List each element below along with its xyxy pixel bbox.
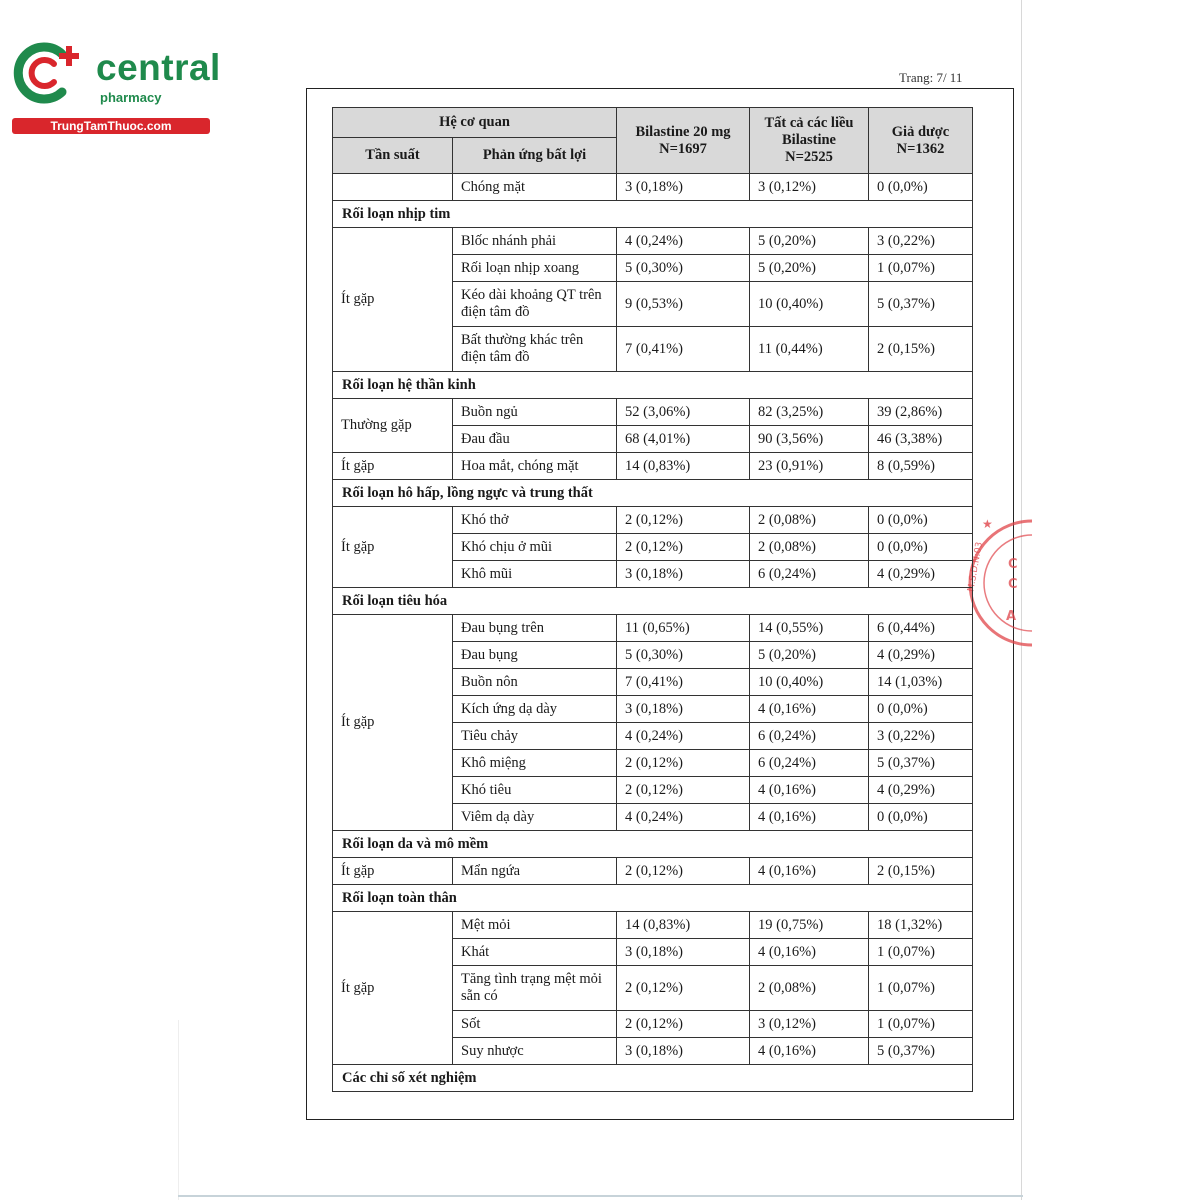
reaction-cell: Buồn nôn bbox=[453, 669, 617, 696]
table-row bbox=[333, 399, 973, 426]
value-cell: 19 (0,75%) bbox=[750, 912, 869, 939]
reaction-cell: Khô miệng bbox=[453, 750, 617, 777]
value-cell: 2 (0,08%) bbox=[750, 534, 869, 561]
value-cell: 4 (0,16%) bbox=[750, 696, 869, 723]
reaction-cell: Đau bụng trên bbox=[453, 615, 617, 642]
value-cell: 4 (0,24%) bbox=[617, 228, 750, 255]
value-cell: 2 (0,08%) bbox=[750, 966, 869, 1011]
reaction-cell: Đau đầu bbox=[453, 426, 617, 453]
table-row bbox=[333, 228, 973, 255]
value-cell: 3 (0,12%) bbox=[750, 174, 869, 201]
section-title: Rối loạn nhịp tim bbox=[333, 201, 973, 228]
bottom-divider bbox=[178, 1195, 1023, 1197]
reaction-cell: Mệt mỏi bbox=[453, 912, 617, 939]
logo-subtitle: pharmacy bbox=[100, 90, 162, 105]
value-cell: 4 (0,16%) bbox=[750, 939, 869, 966]
value-cell: 23 (0,91%) bbox=[750, 453, 869, 480]
value-cell: 0 (0,0%) bbox=[869, 507, 973, 534]
value-cell: 0 (0,0%) bbox=[869, 534, 973, 561]
header-reaction: Phản ứng bất lợi bbox=[453, 138, 617, 174]
value-cell: 3 (0,18%) bbox=[617, 1038, 750, 1065]
section-title: Rối loạn da và mô mềm bbox=[333, 831, 973, 858]
section-row bbox=[333, 480, 973, 507]
reaction-cell: Tăng tình trạng mệt mỏi sẵn có bbox=[453, 966, 617, 1011]
value-cell: 5 (0,20%) bbox=[750, 255, 869, 282]
value-cell: 68 (4,01%) bbox=[617, 426, 750, 453]
reaction-cell: Suy nhược bbox=[453, 1038, 617, 1065]
value-cell: 3 (0,18%) bbox=[617, 939, 750, 966]
section-row bbox=[333, 588, 973, 615]
value-cell: 4 (0,29%) bbox=[869, 642, 973, 669]
page-edge-left bbox=[178, 1020, 179, 1200]
reaction-cell: Blốc nhánh phải bbox=[453, 228, 617, 255]
value-cell: 6 (0,24%) bbox=[750, 723, 869, 750]
value-cell: 2 (0,08%) bbox=[750, 507, 869, 534]
frequency-cell: Ít gặp bbox=[333, 912, 453, 1065]
value-cell: 5 (0,37%) bbox=[869, 282, 973, 327]
value-cell: 3 (0,18%) bbox=[617, 174, 750, 201]
value-cell: 3 (0,22%) bbox=[869, 228, 973, 255]
frequency-cell: Ít gặp bbox=[333, 228, 453, 372]
value-cell: 5 (0,20%) bbox=[750, 642, 869, 669]
reaction-cell: Khô mũi bbox=[453, 561, 617, 588]
adverse-reactions-table bbox=[332, 107, 973, 1092]
svg-text:M.S.D.N:03: M.S.D.N:03 bbox=[966, 541, 985, 593]
value-cell: 14 (0,83%) bbox=[617, 912, 750, 939]
value-cell: 6 (0,24%) bbox=[750, 750, 869, 777]
section-row bbox=[333, 1065, 973, 1092]
header-all-doses: Tất cả các liều Bilastine N=2525 bbox=[750, 108, 869, 174]
frequency-cell: Thường gặp bbox=[333, 399, 453, 453]
value-cell: 2 (0,12%) bbox=[617, 777, 750, 804]
value-cell: 90 (3,56%) bbox=[750, 426, 869, 453]
reaction-cell: Đau bụng bbox=[453, 642, 617, 669]
reaction-cell: Hoa mắt, chóng mặt bbox=[453, 453, 617, 480]
table-row bbox=[333, 174, 973, 201]
value-cell: 14 (1,03%) bbox=[869, 669, 973, 696]
svg-text:A: A bbox=[1006, 609, 1017, 624]
header-placebo: Giả dược N=1362 bbox=[869, 108, 973, 174]
value-cell: 1 (0,07%) bbox=[869, 255, 973, 282]
value-cell: 2 (0,15%) bbox=[869, 858, 973, 885]
logo-banner: TrungTamThuoc.com bbox=[12, 118, 210, 134]
value-cell: 1 (0,07%) bbox=[869, 966, 973, 1011]
value-cell: 5 (0,37%) bbox=[869, 750, 973, 777]
logo-wordmark: central bbox=[96, 47, 221, 88]
frequency-cell: Ít gặp bbox=[333, 858, 453, 885]
reaction-cell: Khát bbox=[453, 939, 617, 966]
value-cell: 2 (0,12%) bbox=[617, 966, 750, 1011]
value-cell: 4 (0,29%) bbox=[869, 561, 973, 588]
section-title: Các chỉ số xét nghiệm bbox=[333, 1065, 973, 1092]
frequency-cell: Ít gặp bbox=[333, 453, 453, 480]
section-title: Rối loạn toàn thân bbox=[333, 885, 973, 912]
value-cell: 4 (0,16%) bbox=[750, 1038, 869, 1065]
value-cell: 5 (0,20%) bbox=[750, 228, 869, 255]
value-cell: 3 (0,12%) bbox=[750, 1011, 869, 1038]
section-title: Rối loạn hô hấp, lồng ngực và trung thất bbox=[333, 480, 973, 507]
header-frequency: Tần suất bbox=[333, 138, 453, 174]
frequency-cell: Ít gặp bbox=[333, 507, 453, 588]
value-cell: 1 (0,07%) bbox=[869, 939, 973, 966]
svg-text:★: ★ bbox=[982, 517, 993, 531]
section-title: Rối loạn tiêu hóa bbox=[333, 588, 973, 615]
page-number: Trang: 7/ 11 bbox=[899, 70, 963, 85]
value-cell: 0 (0,0%) bbox=[869, 696, 973, 723]
central-pharmacy-logo bbox=[10, 38, 221, 138]
value-cell: 52 (3,06%) bbox=[617, 399, 750, 426]
value-cell: 2 (0,15%) bbox=[869, 327, 973, 372]
reaction-cell: Khó tiêu bbox=[453, 777, 617, 804]
reaction-cell: Viêm dạ dày bbox=[453, 804, 617, 831]
section-row bbox=[333, 201, 973, 228]
svg-text:C: C bbox=[1008, 557, 1018, 572]
value-cell: 10 (0,40%) bbox=[750, 282, 869, 327]
reaction-cell: Rối loạn nhịp xoang bbox=[453, 255, 617, 282]
value-cell: 7 (0,41%) bbox=[617, 669, 750, 696]
table-row bbox=[333, 912, 973, 939]
value-cell: 46 (3,38%) bbox=[869, 426, 973, 453]
value-cell: 11 (0,65%) bbox=[617, 615, 750, 642]
reaction-cell: Buồn ngủ bbox=[453, 399, 617, 426]
logo-c-cross-icon bbox=[10, 38, 92, 108]
value-cell: 2 (0,12%) bbox=[617, 534, 750, 561]
value-cell: 2 (0,12%) bbox=[617, 750, 750, 777]
reaction-cell: Mẩn ngứa bbox=[453, 858, 617, 885]
section-row bbox=[333, 831, 973, 858]
reaction-cell: Tiêu chảy bbox=[453, 723, 617, 750]
value-cell: 5 (0,30%) bbox=[617, 642, 750, 669]
value-cell: 6 (0,24%) bbox=[750, 561, 869, 588]
table-row bbox=[333, 858, 973, 885]
header-bilastine-20mg: Bilastine 20 mg N=1697 bbox=[617, 108, 750, 174]
value-cell: 3 (0,18%) bbox=[617, 561, 750, 588]
table-body bbox=[333, 174, 973, 1092]
value-cell: 8 (0,59%) bbox=[869, 453, 973, 480]
section-title: Rối loạn hệ thần kinh bbox=[333, 372, 973, 399]
table-row bbox=[333, 615, 973, 642]
value-cell: 2 (0,12%) bbox=[617, 858, 750, 885]
reaction-cell: Kích ứng dạ dày bbox=[453, 696, 617, 723]
value-cell: 4 (0,29%) bbox=[869, 777, 973, 804]
value-cell: 39 (2,86%) bbox=[869, 399, 973, 426]
value-cell: 18 (1,32%) bbox=[869, 912, 973, 939]
value-cell: 3 (0,18%) bbox=[617, 696, 750, 723]
value-cell: 5 (0,30%) bbox=[617, 255, 750, 282]
value-cell: 4 (0,16%) bbox=[750, 777, 869, 804]
value-cell: 4 (0,24%) bbox=[617, 723, 750, 750]
table-row bbox=[333, 453, 973, 480]
value-cell: 9 (0,53%) bbox=[617, 282, 750, 327]
reaction-cell: Kéo dài khoảng QT trên điện tâm đồ bbox=[453, 282, 617, 327]
value-cell: 0 (0,0%) bbox=[869, 804, 973, 831]
value-cell: 4 (0,16%) bbox=[750, 858, 869, 885]
table-row bbox=[333, 507, 973, 534]
value-cell: 10 (0,40%) bbox=[750, 669, 869, 696]
reaction-cell: Khó chịu ở mũi bbox=[453, 534, 617, 561]
reaction-cell: Chóng mặt bbox=[453, 174, 617, 201]
value-cell: 2 (0,12%) bbox=[617, 507, 750, 534]
value-cell: 5 (0,37%) bbox=[869, 1038, 973, 1065]
reaction-cell: Bất thường khác trên điện tâm đồ bbox=[453, 327, 617, 372]
value-cell: 82 (3,25%) bbox=[750, 399, 869, 426]
reaction-cell: Khó thở bbox=[453, 507, 617, 534]
value-cell: 6 (0,44%) bbox=[869, 615, 973, 642]
frequency-cell: Ít gặp bbox=[333, 615, 453, 831]
value-cell: 0 (0,0%) bbox=[869, 174, 973, 201]
value-cell: 4 (0,16%) bbox=[750, 804, 869, 831]
svg-text:C: C bbox=[1008, 577, 1018, 592]
value-cell: 4 (0,24%) bbox=[617, 804, 750, 831]
value-cell: 14 (0,55%) bbox=[750, 615, 869, 642]
value-cell: 11 (0,44%) bbox=[750, 327, 869, 372]
value-cell: 14 (0,83%) bbox=[617, 453, 750, 480]
value-cell: 1 (0,07%) bbox=[869, 1011, 973, 1038]
header-system: Hệ cơ quan bbox=[333, 108, 617, 138]
value-cell: 7 (0,41%) bbox=[617, 327, 750, 372]
frequency-cell bbox=[333, 174, 453, 201]
value-cell: 2 (0,12%) bbox=[617, 1011, 750, 1038]
section-row bbox=[333, 372, 973, 399]
section-row bbox=[333, 885, 973, 912]
reaction-cell: Sốt bbox=[453, 1011, 617, 1038]
value-cell: 3 (0,22%) bbox=[869, 723, 973, 750]
